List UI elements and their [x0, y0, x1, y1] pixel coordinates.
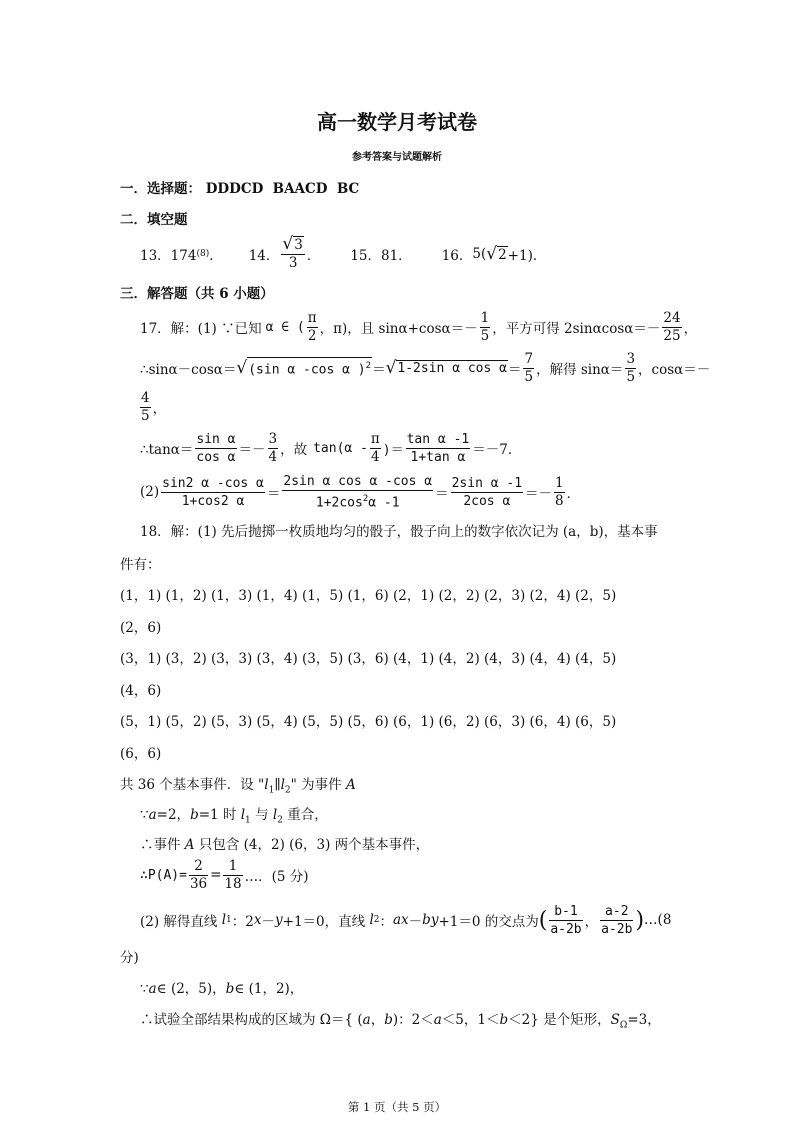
q17-f1-num: sin2 α -cos α: [162, 475, 264, 491]
q18-pt-n1: b-1: [549, 903, 582, 921]
q18-part2-b: ：2: [231, 914, 254, 930]
q18-omega-h: b: [499, 1012, 509, 1028]
q17-7-5: [523, 351, 534, 386]
q18-line1: 18．解：(1) 先后抛掷一枚质地均匀的骰子，骰子向上的数字依次记为 (a，b)，基本事: [140, 524, 658, 540]
q17-square-exp: 2: [365, 361, 372, 372]
q18-range-line: [140, 977, 303, 997]
q18-row2b: (4，6): [120, 683, 162, 699]
q18-part2-by: by: [422, 912, 439, 928]
q18-pt-d1: a-2b: [550, 921, 582, 937]
q18-row2: (3，1) (3，2) (3，3) (3，4) (3，5) (3，6) (4，1) (4，2) (4，3) (4，4) (4，5): [120, 651, 617, 667]
q16-part-a: 5(: [472, 246, 487, 262]
q18-s1: 1: [268, 785, 275, 796]
q17-3b: 3: [268, 430, 278, 447]
q17-tan-result: ＝－7．: [472, 442, 522, 458]
q18-p-n1: 2: [189, 858, 208, 876]
q18-omega-f: a: [433, 1012, 442, 1028]
q17-25: 25: [663, 327, 681, 344]
q17-3-4: [268, 431, 279, 466]
q17-line1: [140, 306, 697, 348]
q18-part2-c: －: [261, 914, 275, 930]
q16-radicand: 2: [498, 246, 507, 263]
q17-1: 1: [555, 474, 564, 491]
q17-f-eq2: ＝: [435, 486, 449, 502]
page-subtitle: 参考答案与试题解析: [352, 152, 442, 163]
q18-omega-d: b: [384, 1012, 393, 1028]
q17-radical1: [247, 357, 372, 378]
q14-radicand: 3: [294, 237, 303, 253]
fill-answers-row: 13．174 (8) ． 14． $\frac{√3}{3}$ ． 15．81． 16． 5( √ 2 +1)．: [140, 234, 547, 271]
page-footer: 第 1 页（共 5 页）: [347, 1100, 447, 1114]
q17-line2: ∴sinα－cosα＝ √ (sin α -cos α )$^2$ ＝ √ 1-2sin α cos α ＝ $\frac{7}{5}$ ，解得 sinα＝ $\frac{3}{5}$ ，cosα＝－: [140, 350, 711, 385]
q17-solve: ，解得 sinα＝: [536, 362, 624, 378]
q13-sub: (8): [196, 249, 210, 259]
q18-count-line: [120, 773, 356, 796]
q17-f-end: ．: [566, 486, 581, 502]
q18-point-y: [600, 903, 633, 938]
q17-comma: ，: [319, 321, 334, 337]
q17-neg: ＝－: [238, 442, 266, 458]
q17-4-5: [140, 390, 151, 425]
q18-row1b: (2，6): [120, 620, 162, 636]
q17-1-8: [554, 475, 565, 510]
q18-prob-line: [140, 855, 309, 895]
q18-p-frac2: [223, 858, 242, 893]
q17-cos: ，cosα＝－: [638, 362, 711, 378]
q17-5c: 5: [141, 407, 150, 424]
q18-b: b: [190, 807, 199, 823]
q17-5b: 5: [626, 368, 636, 385]
q17-tan-num: tan α -1: [406, 431, 470, 447]
q14-denominator: 3: [288, 255, 298, 271]
q17-4b: 4: [268, 448, 278, 465]
q18-coincide-line: [140, 803, 328, 826]
q17-f1-den: 1+cos2 α: [181, 493, 245, 509]
q17-tan: ∴tanα＝: [140, 442, 194, 458]
q17-7: 7: [524, 350, 534, 367]
q17-f2-den-b: α -1: [368, 495, 400, 511]
q17-tan-expr: tan(α -: [313, 440, 368, 456]
q17-comma3: ，: [152, 401, 167, 417]
q17-intro: 17．解：(1) ∵已知: [140, 321, 262, 337]
q17-3: 3: [626, 350, 636, 367]
q18-l1: l: [264, 777, 269, 793]
section-choice-answers: DDDCD BAACD BC: [205, 181, 360, 197]
q18-only-event: A: [184, 837, 195, 853]
q17-cos-den: cos α: [196, 449, 236, 465]
q17-pi-over-2: [307, 310, 318, 345]
q17-8: 8: [555, 492, 564, 509]
section-choice-label: 一．选择题：: [120, 181, 201, 197]
q18-only-a: ∴事件: [140, 837, 181, 853]
q18-omega-sub: Ω: [619, 1020, 628, 1031]
q17-pi-over-4: [370, 431, 381, 466]
q17-radicand1: (sin α -cos α ): [248, 362, 366, 378]
q18-p-frac1: [189, 858, 208, 893]
q18-pt-n2: a-2: [600, 903, 633, 921]
section-solution-label: 三．解答题（共 6 小题）: [120, 286, 274, 302]
q17-f2-den-a: 1+2cos: [315, 495, 363, 511]
q18-line2: 件有：: [120, 557, 161, 573]
q18-part2-x: x: [253, 912, 262, 928]
q18-a-val: =2，: [156, 807, 191, 823]
q18-pt-d2: a-2b: [601, 921, 633, 937]
q18-l1b: l: [240, 807, 246, 823]
q16-label: 16．: [441, 248, 473, 264]
q18-point-open: (: [538, 907, 548, 933]
q18-l2: l: [280, 777, 285, 793]
q17-f-eq: ＝: [266, 486, 281, 502]
q13-answer: 13．174: [140, 248, 197, 264]
q17-f2-den: [282, 491, 433, 511]
q18-range-c: ∈ (2，5)，: [156, 981, 226, 997]
q18-omega-g: ＜5，1＜: [441, 1012, 500, 1028]
q17-line3: [140, 388, 166, 426]
q17-two: 2: [307, 327, 317, 344]
q17-radicand2: 1-2sin α cos α: [397, 360, 507, 376]
q17-diff: ∴sinα－cosα＝: [140, 362, 237, 378]
q17-line5: [140, 470, 580, 514]
q18-range-b: a: [148, 981, 157, 997]
q14-end: ．: [306, 248, 321, 264]
q18-a: a: [148, 807, 157, 823]
q18-part2-ax: ax: [393, 912, 409, 928]
section-fill-label: 二．填空题: [120, 212, 188, 228]
q15-answer: 15．81．: [350, 248, 412, 264]
q18-omega-e: )：2＜: [392, 1012, 434, 1028]
q18-count-a: 共 36 个基本事件．设 ": [120, 777, 265, 793]
page-title: 高一数学月考试卷: [317, 110, 477, 134]
q18-event-a: A: [345, 777, 356, 793]
q18-omega-line: [140, 1008, 661, 1031]
q18-only-c: 只包含 (4，2) (6，3) 两个基本事件，: [198, 837, 430, 853]
q18-p-n2: 1: [223, 858, 242, 876]
q18-part2-d: +1＝0，直线: [282, 914, 366, 930]
q18-p-end: …．(5 分): [244, 869, 309, 885]
q17-line4: [140, 428, 521, 468]
q17-f3-den: 2cos α: [463, 493, 511, 509]
q17-square: ，平方可得 2sinαcosα＝－: [492, 321, 661, 337]
q18-omega-val: =3，: [627, 1012, 661, 1028]
q18-part2-f: －: [408, 914, 423, 930]
q18-omega-i: ＜2} 是个矩形，: [508, 1012, 611, 1028]
q18-p-label: ∴P(A)=: [140, 867, 187, 883]
q17-f3: [451, 475, 523, 510]
q17-part2: (2): [140, 484, 160, 500]
q17-f2: [282, 473, 433, 511]
q18-part2-line: [140, 898, 671, 942]
q17-one-fifth: [480, 310, 491, 345]
q18-row3: (5，1) (5，2) (5，3) (5，4) (5，5) (5，6) (6，1) (6，2) (6，3) (6，4) (6，5): [120, 714, 617, 730]
q17-eq: ＝: [372, 362, 386, 378]
q17-pi: π: [307, 309, 317, 326]
q18-omega-s: S: [610, 1012, 620, 1028]
q17-24: 24: [663, 309, 681, 326]
q17-pi2: π: [370, 430, 380, 447]
q18-part2-s1: 1: [226, 915, 232, 925]
q18-part2-h: …(8: [644, 912, 672, 928]
q17-one: 1: [480, 309, 490, 326]
q18-part2-g: +1＝0 的交点为: [438, 914, 539, 930]
q18-pt-sep: ，: [584, 914, 599, 930]
q18-omega-c: ，: [370, 1012, 385, 1028]
q17-comma2: ，: [683, 321, 698, 337]
q18-omega-b: a: [362, 1012, 371, 1028]
q18-and: 与: [255, 807, 269, 823]
q17-f1: [161, 475, 265, 510]
q13-end: ．: [209, 248, 223, 264]
q18-range-e: ∈ (1，2)，: [234, 981, 304, 997]
q18-part2-l1: l: [221, 912, 227, 928]
q17-hence: ，故: [280, 442, 308, 458]
q18-s2b: 2: [277, 815, 283, 826]
q18-part2-score: 分): [120, 950, 139, 966]
q18-l2b: l: [272, 807, 278, 823]
q18-s1b: 1: [245, 815, 251, 826]
q18-p-eq: =: [210, 867, 222, 883]
q18-point-x: [549, 903, 582, 938]
q18-p-d1: 36: [189, 875, 208, 892]
q17-sin-over-cos: [195, 431, 236, 466]
q17-given: π)，且 sinα+cosα＝－: [333, 321, 478, 337]
q18-part2-e: ：: [379, 914, 393, 930]
q17-eq2: ＝: [507, 362, 522, 378]
q18-part2-l2: l: [369, 912, 374, 928]
q17-f3-num: 2sin α -1: [451, 475, 523, 491]
q18-row1: (1，1) (1，2) (1，3) (1，4) (1，5) (1，6) (2，1) (2，2) (2，3) (2，4) (2，5): [120, 588, 617, 604]
q18-count-b: " 为事件: [290, 777, 342, 793]
q17-tan-frac: [406, 431, 471, 466]
q18-part2-s2: 2: [373, 915, 380, 925]
q17-four: 4: [371, 448, 380, 465]
q18-p-d2: 18: [224, 875, 242, 892]
q18-coincide: 重合，: [287, 807, 328, 823]
q18-because: ∵: [140, 807, 149, 823]
q18-omega-a: ∴试验全部结果构成的区域为 Ω＝{ (: [140, 1012, 363, 1028]
q18-s2: 2: [284, 785, 291, 796]
q17-alpha-in: α ∈ (: [265, 319, 305, 335]
q17-tan-close: )＝: [382, 442, 404, 458]
q18-range-d: b: [225, 981, 235, 997]
q16-part-b: +1)．: [507, 248, 547, 264]
q17-f2-num: 2sin α cos α -cos α: [283, 473, 433, 489]
q18-range-a: ∵: [140, 981, 149, 997]
q14-label: 14．: [248, 248, 280, 264]
q18-parallel: ∥: [274, 777, 281, 793]
q17-tan-den: 1+tan α: [410, 449, 466, 465]
q18-b-val: =1 时: [198, 807, 237, 823]
q18-only-line: [140, 833, 429, 853]
q17-f2-den-sup: 2: [362, 493, 369, 504]
q17-4: 4: [141, 389, 150, 406]
q18-part2-y: y: [275, 912, 283, 928]
q18-part2-a: (2) 解得直线: [140, 914, 218, 930]
q18-row3b: (6，6): [120, 746, 162, 762]
q17-five: 5: [480, 327, 490, 344]
q14-fraction: $\frac{√3}{3}$: [282, 234, 303, 271]
q18-point-close: ): [635, 907, 645, 933]
q17-5: 5: [524, 368, 534, 385]
q17-3-5: [625, 351, 636, 386]
q17-24-25: [662, 310, 681, 345]
q17-sin: sin α: [196, 431, 236, 447]
q17-f-neg: ＝－: [525, 486, 553, 502]
section-choice: [120, 177, 359, 197]
